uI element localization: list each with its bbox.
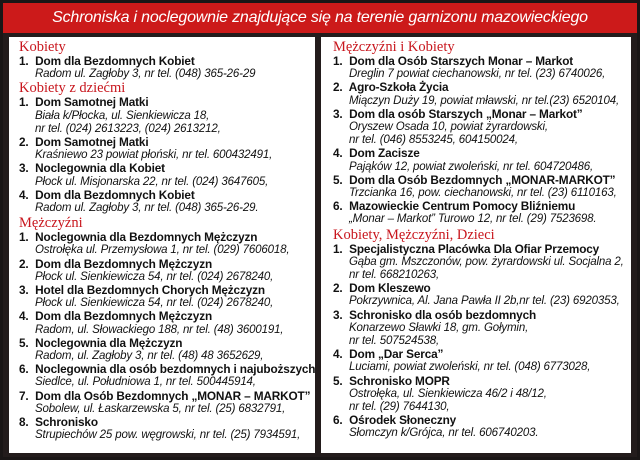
item-number: 7. [19,388,29,403]
shelter-name [19,55,307,68]
shelter-name-text: Noclegownia dla Mężczyzn [35,335,183,350]
item-number: 1. [333,241,343,256]
shelter-address: nr tel. (29) 7644130, [349,401,450,414]
shelter-name [333,414,623,427]
list-item [333,243,623,283]
shelter-address: Radom, ul. Słowackiego 188, nr tel. (48) 3600191, [35,323,284,336]
list-item [19,310,307,336]
shelter-name [19,416,307,429]
shelter-address: „Monar – Markot” Turowo 12, nr tel. (29) 7523698. [349,213,597,226]
list-mezczyzni [19,230,315,442]
shelter-name-text: Noclegownia dla Kobiet [35,161,165,176]
shelter-name-text: Schronisko MOPR [349,373,450,388]
shelter-address: Sobolew, ul. Łaskarzewska 5, nr tel. (25) 6832791, [35,402,286,415]
list-item [19,337,307,363]
shelter-name-text: Mazowieckie Centrum Pomocy Bliźniemu [349,199,576,214]
shelter-address: Strupiechów 25 pow. węgrowski, nr tel. (25) 7934591, [35,429,301,442]
shelter-name-text: Noclegownia dla Bezdomnych Mężczyzn [35,230,258,245]
list-item [19,362,315,389]
shelter-address: nr tel. (024) 2613223, (024) 2613212, [35,122,221,135]
list-item [333,309,623,349]
shelter-name-text: Schronisko dla osób bezdomnych [349,307,537,322]
item-number: 3. [333,307,343,322]
list-item [19,284,307,310]
item-number: 1. [19,54,29,68]
shelter-address: Ostrołęka, ul. Sienkiewicza 46/2 i 48/12, [349,387,547,400]
shelter-name [333,108,623,121]
item-number: 4. [333,347,343,362]
shelter-address: Słomczyn k/Grójca, nr tel. 606740203. [349,427,539,440]
item-number: 3. [333,106,343,121]
shelter-name [333,348,623,361]
item-number: 6. [19,362,29,377]
shelter-name-text: Ośrodek Słoneczny [349,413,457,428]
shelter-address: Radom ul. Zagłoby 3, nr tel. (048) 365-26-29. [35,202,259,215]
item-number: 5. [333,373,343,388]
item-number: 3. [19,283,29,298]
shelter-address: Pokrzywnica, Al. Jana Pawła II 2b,nr tel. (23) 6920353, [349,295,620,308]
shelter-name-text: Dom dla Bezdomnych Kobiet [35,187,195,202]
list-item [333,414,623,440]
shelter-name [333,309,623,322]
item-number: 6. [333,199,343,214]
item-number: 2. [19,256,29,271]
shelter-name-text: Dom dla Bezdomnych Mężczyzn [35,256,213,271]
list-item [333,147,623,173]
shelter-name [19,362,315,377]
list-item [333,108,623,148]
list-item [333,55,623,81]
shelter-name-text: Dom dla Osób Bezdomnych „MONAR – MARKOT” [35,388,311,403]
list-item [333,200,623,226]
shelter-name [19,189,307,202]
list-item [19,231,307,257]
shelter-name-text: Dom dla osób Starszych „Monar – Markot” [349,106,583,121]
shelter-address: Trzcianka 16, pow. ciechanowski, nr tel. (23) 6110163, [349,187,617,200]
item-number: 2. [333,281,343,296]
title-banner [3,3,637,33]
shelter-name [333,282,623,295]
section-header-mezczyzni-i-kobiety: Mężczyźni i Kobiety [333,39,455,55]
shelter-name [333,147,623,160]
list-item [19,55,307,81]
item-number: 8. [19,415,29,430]
shelter-address: Oryszew Osada 10, powiat żyrardowski, [349,121,548,134]
list-item [19,136,307,162]
shelter-address: Konarzewo Sławki 18, gm. Gołymin, [349,321,529,334]
shelter-address: Luciami, powiat zwoleński, nr tel. (048) 6773028, [349,361,591,374]
shelter-address: Siedlce, ul. Południowa 1, nr tel. 500445914, [35,376,256,389]
shelter-address: Płock ul. Misjonarska 22, nr tel. (024) 3647605, [35,175,269,188]
shelter-address: Radom, ul. Zagłoby 3, nr tel. (48) 48 3652629, [35,350,264,363]
list-item [333,174,623,200]
shelter-name [19,136,307,149]
item-number: 2. [333,80,343,95]
shelter-name [333,81,623,94]
list-kobiety-z-dziecmi [19,96,307,215]
shelter-name-text: Specjalistyczna Placówka Dla Ofiar Przemocy [349,241,600,256]
list-item [19,388,311,416]
shelter-name [19,162,307,175]
shelter-name-text: Dom Samotnej Matki [35,135,149,150]
shelter-address: Ostrołęka ul. Przemysłowa 1, nr tel. (029) 7606018, [35,244,290,257]
shelter-name [19,258,307,271]
section-header-kobiety-z-dziecmi: Kobiety z dziećmi [19,80,126,97]
item-number: 3. [19,161,29,176]
shelter-name-text: Dom dla Osób Starszych Monar – Markot [349,54,574,68]
shelter-address: nr tel. 507524538, [349,335,440,348]
item-number: 4. [333,146,343,161]
shelter-address: Radom ul. Zagłoby 3, nr tel. (048) 365-26-29 [35,68,256,81]
shelter-name-text: Dom dla Osób Bezdomnych „MONAR-MARKOT” [349,172,616,187]
right-column [321,37,631,453]
shelter-address: Miączyn Duży 19, powiat mławski, nr tel.(23) 6520104, [349,94,620,107]
list-item [19,258,307,284]
shelter-address: Płock ul. Sienkiewicza 54, nr tel. (024) 2678240, [35,270,274,283]
section-header-kobiety-mezczyzni-dzieci: Kobiety, Mężczyźni, Dzieci [333,226,495,243]
list-kobiety [19,55,307,81]
list-mezczyzni-i-kobiety [333,55,623,227]
shelter-name [333,200,623,213]
list-kobiety-mezczyzni-dzieci [333,243,623,441]
item-number: 1. [333,54,343,68]
shelter-name-text: Dom dla Bezdomnych Kobiet [35,54,195,68]
list-item [333,81,623,107]
shelter-name [19,310,307,323]
shelter-address: Dreglin 7 powiat ciechanowski, nr tel. (23) 6740026, [349,68,606,81]
item-number: 4. [19,187,29,202]
item-number: 2. [19,135,29,150]
item-number: 1. [19,230,29,245]
shelter-address: Kraśniewo 23 powiat płoński, nr tel. 600432491, [35,149,273,162]
shelter-name-text: Dom „Dar Serca” [349,347,444,362]
shelter-name-text: Dom Samotnej Matki [35,95,149,110]
shelter-address: Płock ul. Sienkiewicza 54, nr tel. (024) 2678240, [35,297,274,310]
shelter-name [19,284,307,297]
shelter-address: nr tel. (046) 8553245, 604150024, [349,134,518,147]
shelter-name-text: Schronisko [35,415,98,430]
item-number: 1. [19,95,29,110]
shelter-name-text: Agro-Szkoła Życia [348,80,449,95]
shelter-address: Gąba gm. Mszczonów, pow. żyrardowski ul. Socjalna 2, [349,255,624,268]
left-column [9,37,315,453]
page-title: Schroniska i noclegownie znajdujące się na terenie garnizonu mazowieckiego [52,9,588,26]
shelter-name [19,96,307,109]
list-item [333,282,623,308]
shelter-name-text: Dom Zacisze [349,146,420,161]
shelter-name [333,375,623,388]
shelter-address: Biała k/Płocka, ul. Sienkiewicza 18, [35,109,210,122]
shelter-name-text: Dom Kleszewo [349,281,431,296]
section-header-kobiety: Kobiety [19,39,66,55]
shelter-name [19,388,311,403]
list-item [19,189,307,215]
list-item [19,96,307,136]
list-item [19,416,307,442]
poster-frame [3,3,637,457]
list-item [19,162,307,188]
item-number: 5. [19,335,29,350]
list-item [333,348,623,374]
shelter-name-text: Hotel dla Bezdomnych Chorych Mężczyzn [35,283,265,298]
list-item [333,375,623,415]
shelter-address: Pająków 12, powiat zwoleński, nr tel. 604720486, [349,160,594,173]
shelter-name [19,337,307,350]
item-number: 5. [333,172,343,187]
item-number: 4. [19,309,29,324]
shelter-name [333,55,623,68]
shelter-name [333,174,623,187]
shelter-name-text: Dom dla Bezdomnych Mężczyzn [35,309,213,324]
item-number: 6. [333,413,343,428]
section-header-mezczyzni: Mężczyźni [19,215,83,232]
shelter-name [19,231,307,244]
shelter-name-text: Noclegownia dla osób bezdomnych i najuboższych [35,362,315,377]
shelter-address: nr tel. 668210263, [349,269,440,282]
shelter-name [333,243,623,256]
